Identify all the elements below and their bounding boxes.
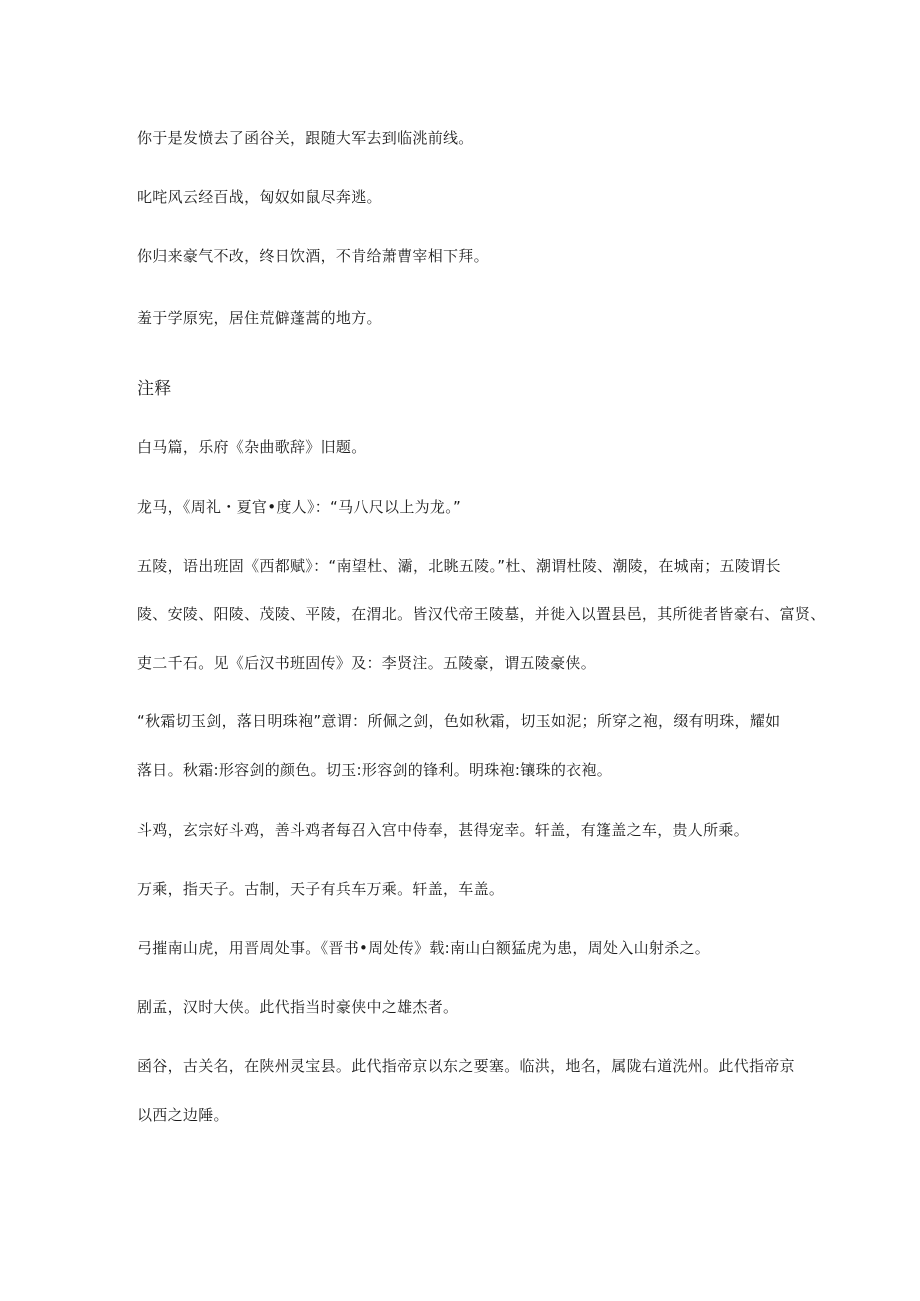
translation-line-1: 你于是发愤去了函谷关，跟随大军去到临洮前线。 [137,129,474,147]
translation-line-2: 叱咤风云经百战，匈奴如鼠尽奔逃。 [137,188,382,206]
note-line-12: 函谷，古关名，在陕州灵宝县。此代指帝京以东之要塞。临洪，地名，属陇右道洗州。此代指帝京 [137,1057,795,1075]
note-line-6: “秋霜切玉剑，落日明珠袍”意谓：所佩之剑，色如秋霜，切玉如泥；所穿之袍，缀有明珠，耀如 [137,712,781,730]
note-line-2: 龙马，《周礼・夏官•度人》：“马八尺以上为龙。” [137,498,462,516]
note-line-13: 以西之边陲。 [137,1106,229,1124]
translation-line-4: 羞于学原宪，居住荒僻蓬蒿的地方。 [137,309,382,327]
note-line-1: 白马篇，乐府《杂曲歌辞》旧题。 [137,438,367,456]
note-line-4: 陵、安陵、阳陵、茂陵、平陵，在渭北。皆汉代帝王陵墓，并徙入以置县邑，其所徙者皆豪右、富贤、 [137,605,826,623]
note-line-7: 落日。秋霜:形容剑的颜色。切玉:形容剑的锋利。明珠袍:镶珠的衣袍。 [137,761,613,779]
note-line-5: 吏二千石。见《后汉书班固传》及：李贤注。五陵豪，谓五陵豪侠。 [137,654,597,672]
translation-line-3: 你归来豪气不改，终日饮酒，不肯给萧曹宰相下拜。 [137,247,489,265]
note-line-9: 万乘，指天子。古制，天子有兵车万乘。轩盖，车盖。 [137,880,505,898]
note-line-10: 弓摧南山虎，用晋周处事。《晋书•周处传》载:南山白额猛虎为患，周处入山射杀之。 [137,939,711,957]
note-line-11: 剧孟，汉时大侠。此代指当时豪侠中之雄杰者。 [137,998,459,1016]
note-line-8: 斗鸡，玄宗好斗鸡，善斗鸡者每召入宫中侍奉，甚得宠幸。轩盖，有篷盖之车，贵人所乘。 [137,821,750,839]
notes-heading: 注释 [137,379,172,399]
note-line-3: 五陵，语出班固《西都赋》：“南望杜、灞，北眺五陵。”杜、潮谓杜陵、潮陵，在城南；五陵谓长 [137,557,781,575]
